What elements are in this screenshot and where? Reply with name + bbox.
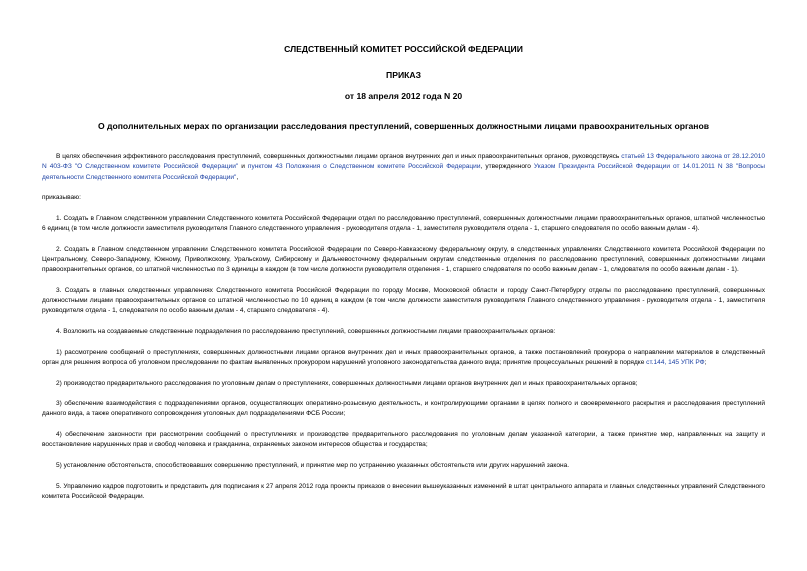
subparagraph-1-text: 1) рассмотрение сообщений о преступлениях, совершенных должностными лицами органов внутренних дел и иных правоохранительных органов, а также постановлений прокурора о направлении материалов в следственный орган для решения вопроса об уголовном преследовании по фактам выявленных прокурором нарушений уголовного законодательства данного вида; принятие процессуальных решений в порядке xyxy=(42,348,765,366)
paragraph-2: 2. Создать в Главном следственном управлении Следственного комитета Российской Федерации по Северо-Кавказскому федеральному округу, в следственных управлениях Следственного комитета Российской Федерации по Центральному, Северо-Западному, Южному, Приволжскому, Уральскому, Сибирскому и Дальневосточному федеральным округам следственные отделения по расследованию преступлений, совершенных должностными лицами правоохранительных органов, со штатной численностью по 3 единицы в каждом (в том числе должности руководителя отделения - 1, старшего следователя по особо важным делам - 1, следователя по особо важным делам - 1). xyxy=(42,245,765,274)
date-number-heading: от 18 апреля 2012 года N 20 xyxy=(344,91,463,101)
subparagraph-4: 4) обеспечение законности при рассмотрении сообщений о преступлениях и производстве предварительного расследования по уголовным делам указанной категории, а также принятие мер, направленных на защиту и восстановление нарушенных прав и свобод человека и гражданина, охраняемых законом интересов общества и государства; xyxy=(42,431,765,449)
order-word: приказываю: xyxy=(42,194,81,202)
paragraph-5: 5. Управлению кадров подготовить и представить для подписания к 27 апреля 2012 года проекты приказов о внесении вышеуказанных изменений в штат центрального аппарата и главных следственных управлений Следственного комитета Российской Федерации. xyxy=(42,482,765,500)
presidential-decree-link[interactable]: Указом Президента Российской Федерации от 14.01.2011 N 38 "Вопросы деятельности Следственного комитета Российской Федерации" xyxy=(42,163,766,181)
document-type-heading: ПРИКАЗ xyxy=(386,70,421,80)
subparagraph-5: 5) установление обстоятельств, способствовавших совершению преступлений, и принятие мер по устранению указанных обстоятельств или других нарушений закона. xyxy=(56,461,570,469)
subparagraph-1 xyxy=(42,348,765,369)
regulation-clause-link[interactable]: пунктом 43 Положения о Следственном комитете Российской Федерации xyxy=(247,163,481,171)
preamble-text-4: , xyxy=(236,173,239,181)
law-article-link[interactable]: статьей 13 Федерального закона от 28.12.2010 N 403-ФЗ "О Следственном комитете Российской Федерации" xyxy=(42,153,765,171)
preamble-paragraph xyxy=(42,152,765,183)
preamble-text-2: и xyxy=(238,163,248,171)
document-title: О дополнительных мерах по организации расследования преступлений, совершенных должностными лицами правоохранительных органов xyxy=(97,121,710,131)
subparagraph-3: 3) обеспечение взаимодействия с подразделениями органов, осуществляющих оперативно-розыскную деятельность, и контролирующими органами в целях полного и своевременного раскрытия и расследования преступлений данного вида, а также оперативного сопровождения уголовных дел подразделениями ФСБ России; xyxy=(42,400,765,418)
subparagraph-1-tail: ; xyxy=(704,358,707,366)
paragraph-3: 3. Создать в главных следственных управлениях Следственного комитета Российской Федерации по городу Москве, Московской области и городу Санкт-Петербургу отделы по расследованию преступлений, совершенных должностными лицами правоохранительных органов со штатной численностью по 10 единиц в каждом (в том числе должности заместителя руководителя Главного следственного управления - руководителя отдела - 1, заместителя руководителя отдела - 1, следователя по особо важным делам - 4, старшего следователя - 4). xyxy=(42,286,765,315)
criminal-procedure-code-link[interactable]: ст.144, 145 УПК РФ xyxy=(646,358,705,366)
subparagraph-2: 2) производство предварительного расследования по уголовным делам о преступлениях, совершенных должностными лицами органов внутренних дел и иных правоохранительных органов; xyxy=(56,379,638,387)
preamble-text-3: , утвержденного xyxy=(480,163,534,171)
preamble-text-1: В целях обеспечения эффективного расследования преступлений, совершенных должностными лицами органов внутренних дел и иных правоохранительных органов, руководствуясь xyxy=(56,153,622,160)
paragraph-4: 4. Возложить на создаваемые следственные подразделения по расследованию преступлений, совершенных должностными лицами правоохранительных органов: xyxy=(56,328,556,336)
paragraph-1: 1. Создать в Главном следственном управлении Следственного комитета Российской Федерации отдел по расследованию преступлений, совершенных должностными лицами правоохранительных органов, штатной численностью 6 единиц (в том числе должности заместителя руководителя Главного следственного управления - руководителя отдела - 1, заместителя руководителя отдела - 1, старшего следователя по особо важным делам - 4). xyxy=(42,214,765,233)
document-body xyxy=(42,152,765,512)
organization-heading: СЛЕДСТВЕННЫЙ КОМИТЕТ РОССИЙСКОЙ ФЕДЕРАЦИИ xyxy=(284,44,523,54)
